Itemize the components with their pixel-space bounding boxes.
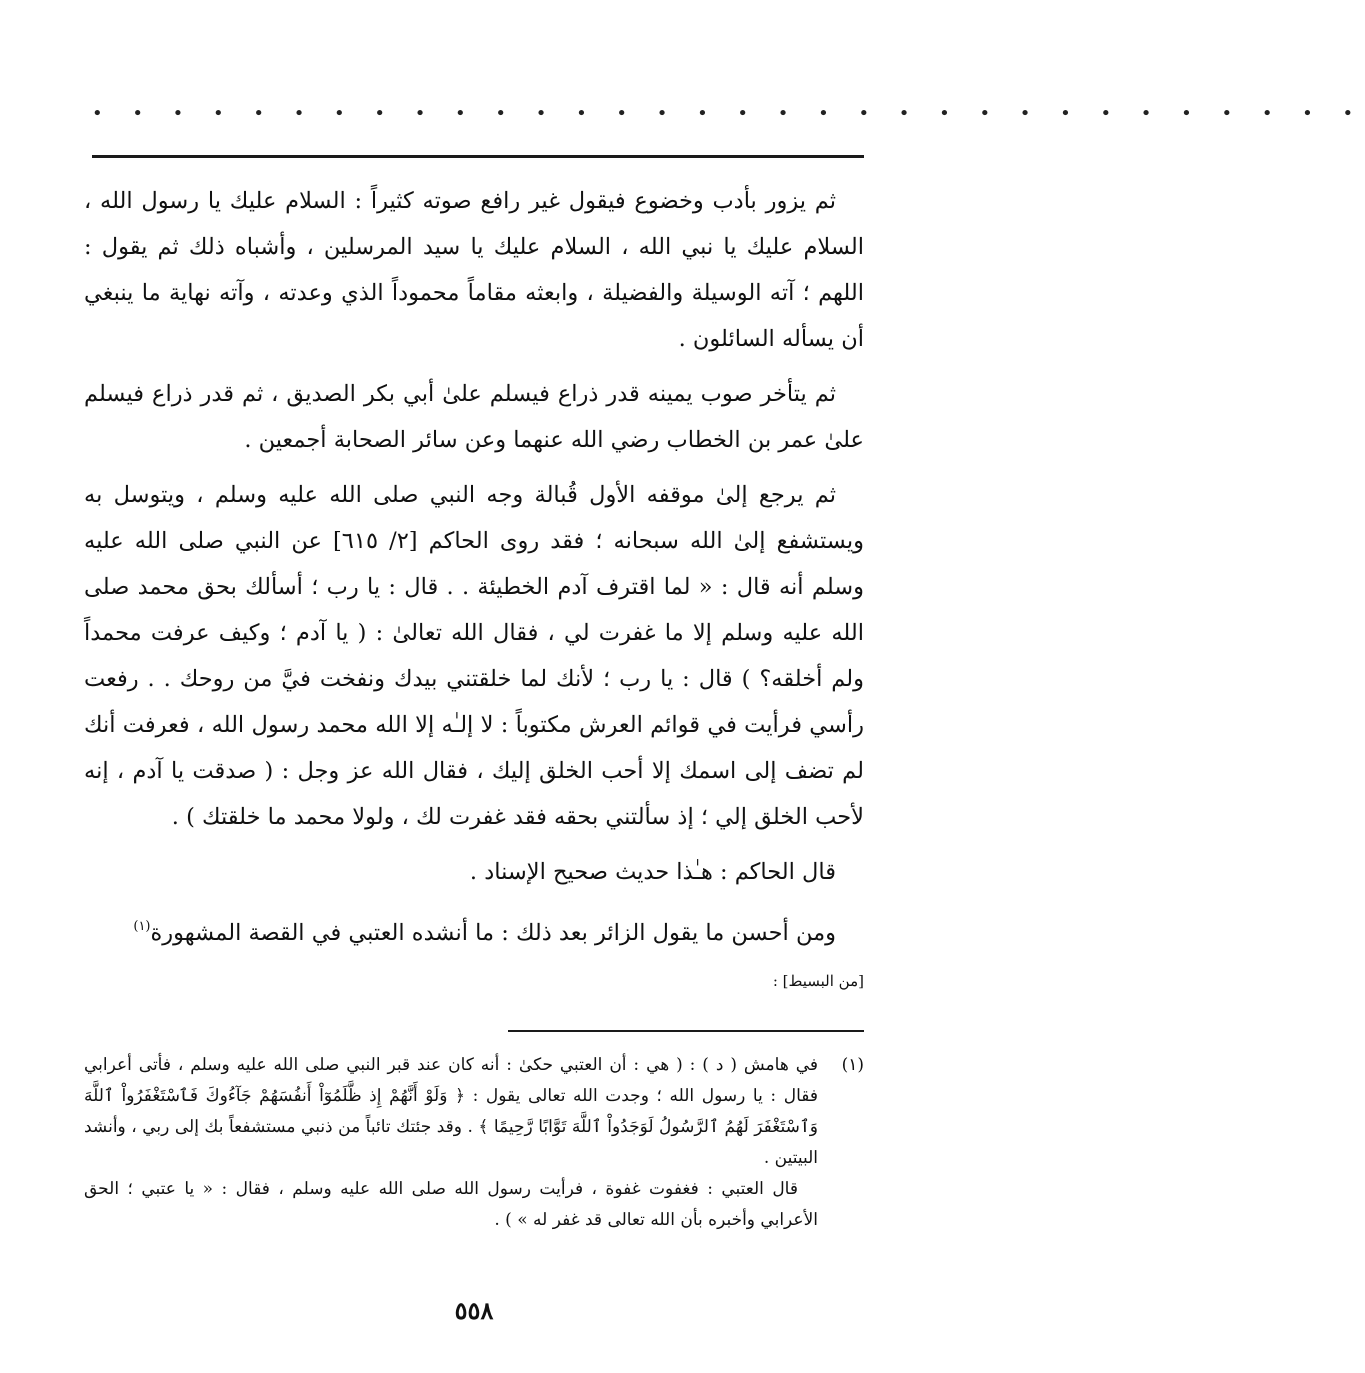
paragraph-hakim-grading: قال الحاكم : هـٰذا حديث صحيح الإسناد . bbox=[469, 859, 836, 885]
header-dotted-line: • • • • • • • • • • • • • • • • • • • • • • • • • • • • • • • • bbox=[92, 103, 1365, 124]
footnotes bbox=[84, 1050, 864, 1236]
paragraph-hadith: ثم يرجع إلىٰ موقفه الأول قُبالة وجه النبي صلى الله عليه وسلم ، ويتوسل به ويستشفع إلىٰ الله سبحانه ؛ فقد روى الحاكم [٢/ ٦١٥] عن النبي صلى الله عليه وسلم أنه قال : « لما اقترف آدم الخطيئة . . قال : يا رب ؛ أسألك بحق محمد صلى الله عليه وسلم إلا ما غفرت لي ، فقال الله تعالىٰ : ( يا آدم ؛ وكيف عرفت محمداً ولم أخلقه؟ ) قال : يا رب ؛ لأنك لما خلقتني بيدك ونفخت فيَّ من روحك . . رفعت رأسي فرأيت في قوائم العرش مكتوباً : لا إلـٰه إلا الله محمد رسول الله ، فعرفت أنك لم تضف إلى اسمك إلا أحب الخلق إليك ، فقال الله عز وجل : ( صدقت يا آدم ، إنه لأحب الخلق إلي ؛ إذ سألتني بحقه فقد غفرت لك ، ولولا محمد ما خلقتك ) . bbox=[84, 482, 864, 830]
main-text bbox=[84, 178, 864, 1006]
paragraph-utbi-text: ومن أحسن ما يقول الزائر بعد ذلك : ما أنشده العتبي في القصة المشهورة bbox=[150, 920, 836, 946]
footnote-number: (١) bbox=[841, 1055, 864, 1075]
paragraph-greet-companions: ثم يتأخر صوب يمينه قدر ذراع فيسلم علىٰ أبي بكر الصديق ، ثم قدر ذراع فيسلم علىٰ عمر بن الخطاب رضي الله عنهما وعن سائر الصحابة أجمعين . bbox=[84, 381, 864, 453]
header-rule bbox=[92, 155, 864, 158]
footnote-continuation: قال العتبي : فغفوت غفوة ، فرأيت رسول الله صلى الله عليه وسلم ، فقال : « يا عتبي ؛ الحق الأعرابي وأخبره بأن الله تعالى قد غفر له » ) . bbox=[84, 1179, 818, 1230]
footnote-text: في هامش ( د ) : ( هي : أن العتبي حكىٰ : أنه كان عند قبر النبي صلى الله عليه وسلم ، فأتى أعرابي فقال : يا رسول الله ؛ وجدت الله تعالى يقول : ﴿ وَلَوْ أَنَّهُمْ إِذ ظَّلَمُوٓاْ أَنفُسَهُمْ جَآءُوكَ فَٱسْتَغْفَرُواْ ٱللَّهَ وَٱسْتَغْفَرَ لَهُمُ ٱلرَّسُولُ لَوَجَدُواْ ٱللَّهَ تَوَّابًا رَّحِيمًا ﴾ . وقد جئتك تائباً من ذنبي مستشفعاً بك إلى ربي ، وأنشد البيتين . bbox=[84, 1055, 818, 1168]
footnote-item bbox=[84, 1050, 864, 1236]
page-number: ٥٥٨ bbox=[454, 1296, 494, 1325]
paragraph-utbi-intro bbox=[84, 904, 864, 1004]
meter-note: [من البسيط] : bbox=[772, 972, 864, 990]
footnote-separator bbox=[508, 1030, 864, 1032]
footnote-body bbox=[84, 1050, 818, 1236]
footnote-reference: (١) bbox=[133, 919, 151, 934]
paragraph-visit-greeting: ثم يزور بأدب وخضوع فيقول غير رافع صوته كثيراً : السلام عليك يا رسول الله ، السلام عليك يا نبي الله ، السلام عليك يا سيد المرسلين ، وأشباه ذلك ثم يقول : اللهم ؛ آته الوسيلة والفضيلة ، وابعثه مقاماً محموداً الذي وعدته ، وآته نهاية ما ينبغي أن يسأله السائلون . bbox=[84, 188, 864, 352]
